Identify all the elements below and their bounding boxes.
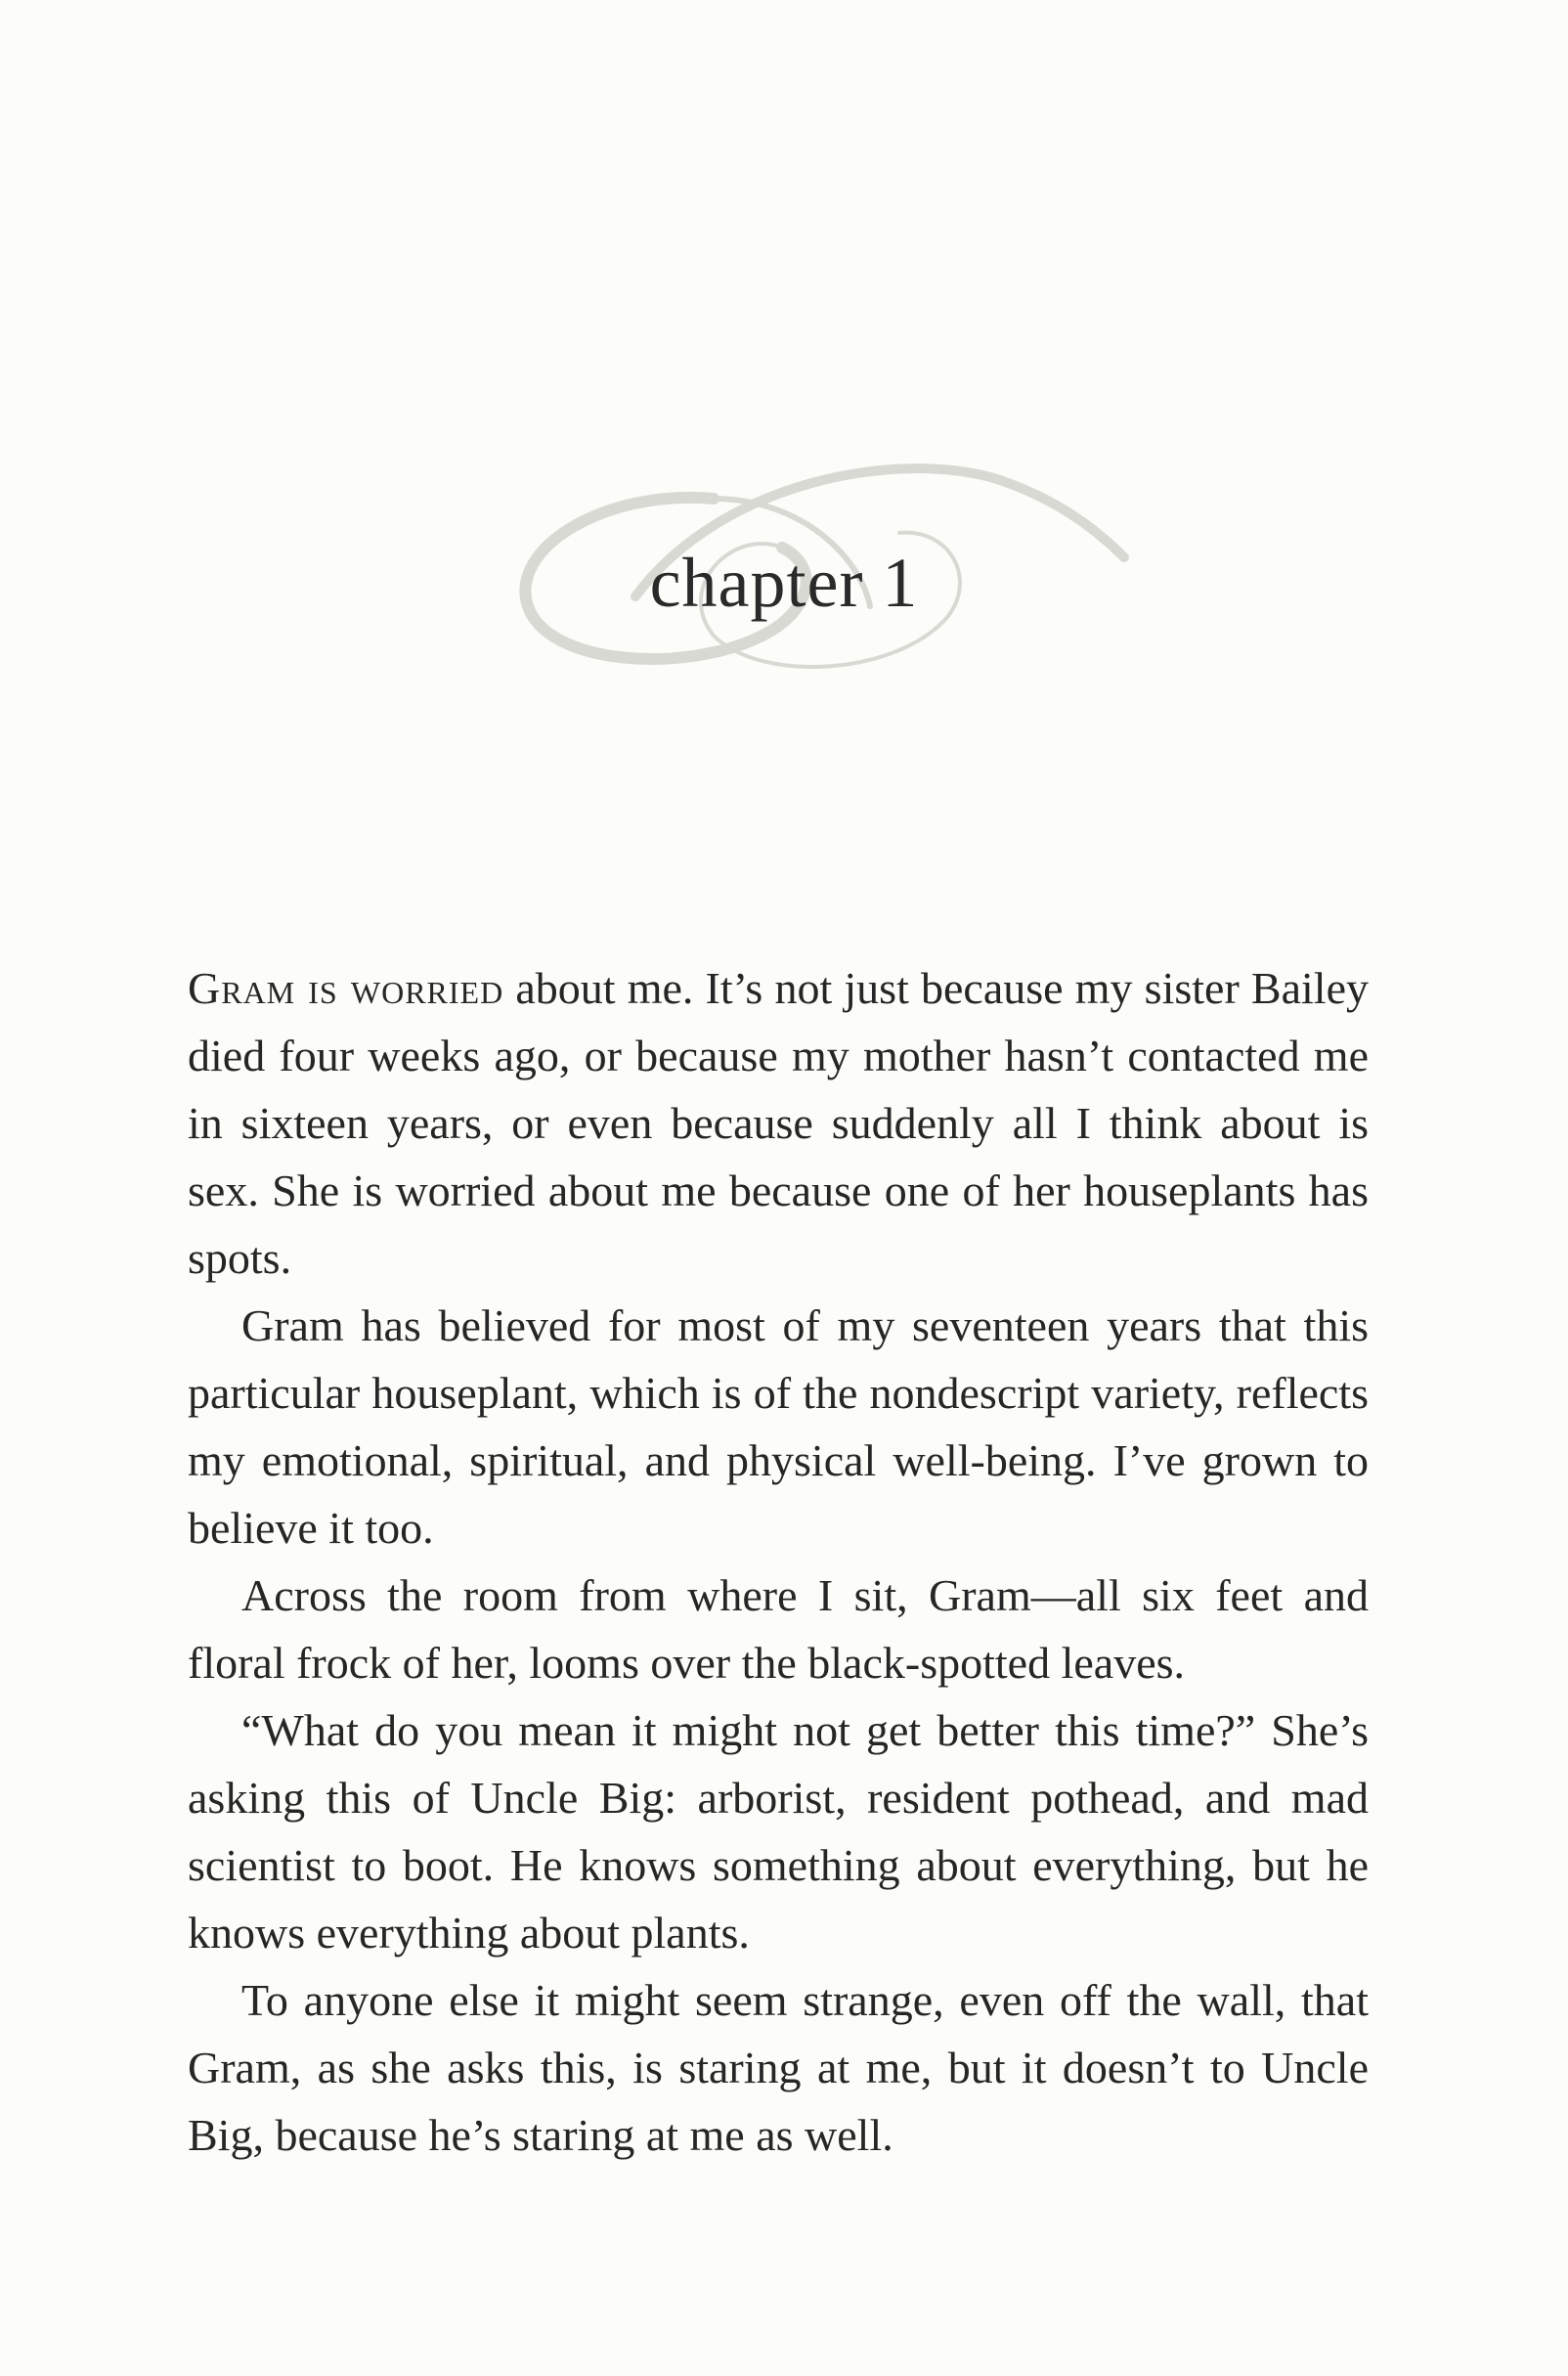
chapter-body bbox=[188, 954, 1369, 2169]
paragraph-5: To anyone else it might seem strange, even off the wall, that Gram, as she asks this, is staring at me, but it doesn’t to Uncle Big, because he’s staring at me as well. bbox=[188, 1975, 1369, 2160]
paragraph-3: Across the room from where I sit, Gram—all six feet and floral frock of her, looms over the black-spotted leaves. bbox=[188, 1570, 1369, 1688]
paragraph-lead-in: Gram is worried bbox=[188, 963, 504, 1013]
chapter-title: chapter 1 bbox=[649, 544, 919, 622]
paragraph-1 bbox=[188, 954, 1369, 1292]
paragraph-2: Gram has believed for most of my seventeen years that this particular houseplant, which is of the nondescript variety, reflects my emotional, spiritual, and physical well-being. I’ve grown to believe it too. bbox=[188, 1300, 1369, 1553]
paragraph-4: “What do you mean it might not get better this time?” She’s asking this of Uncle Big: arborist, resident pothead, and mad scientist to boot. He knows something about everything, but he knows everything about plants. bbox=[188, 1705, 1369, 1958]
paragraph-text: about me. It’s not just because my sister Bailey died four weeks ago, or because my mother hasn’t contacted me in sixteen years, or even because suddenly all I think about is sex. She is worried about me because one of her houseplants has spots. bbox=[188, 963, 1369, 1283]
